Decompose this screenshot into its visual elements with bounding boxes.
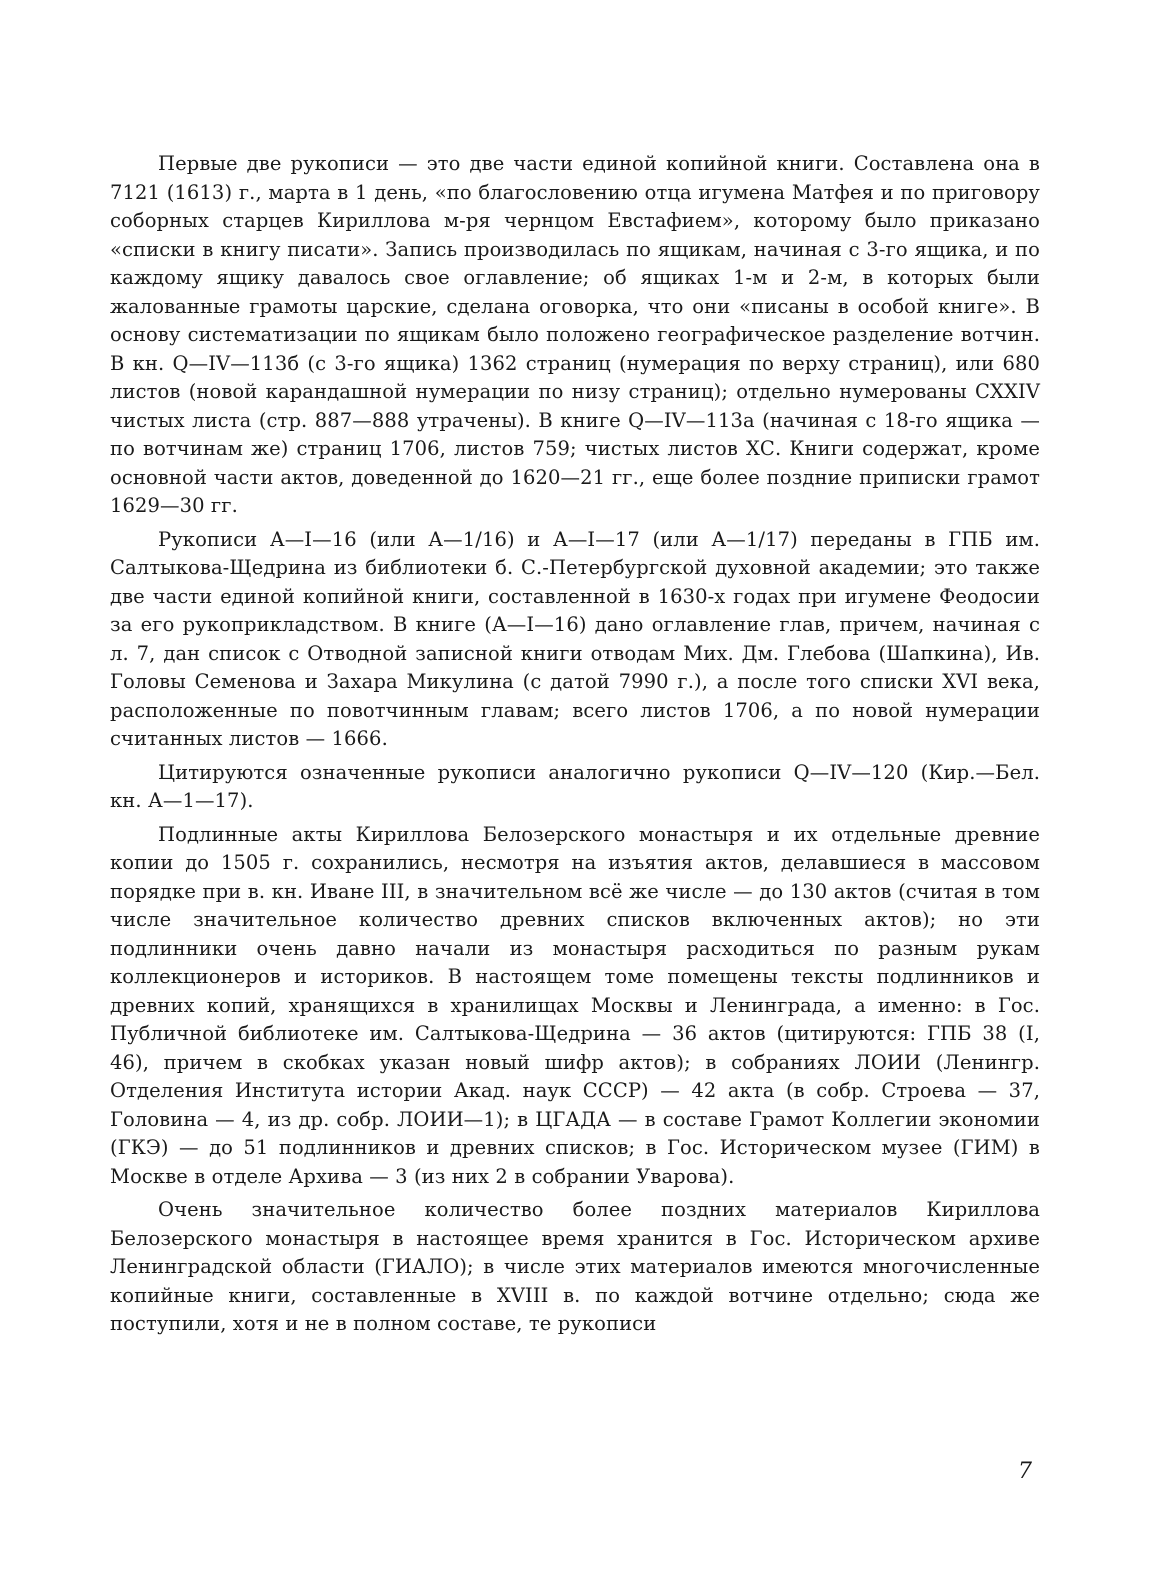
paragraph-later-materials: Очень значительное количество более поздних материалов Кириллова Белозерского монастыря в настоящее время хранится в Гос. Историческом архиве Ленинградской области (ГИАЛО); в числе этих материалов имеются многочисленные копийные книги, составленные в XVIII в. по каждой вотчине отдельно; сюда же поступили, хотя и не в полном составе, те рукописи — [110, 1198, 1040, 1335]
paragraph-copy-book-description: Первые две рукописи — это две части единой копийной книги. Составлена она в 7121 (1613) г., марта в 1 день, «по благословению отца игумена Матфея и по приговору соборных старцев Кириллова м-ря чернцом Евстафием», которому было приказано «списки в книгу писати». Запись производилась по ящикам, начиная с 3-го ящика, и по каждому ящику давалось свое оглавление; об ящиках 1-м и 2-м, в которых были жалованные грамоты царские, сделана оговорка, что они «писаны в особой книге». В основу систематизации по ящикам было положено географическое разделение вотчин. В кн. Q—IV—113б (с 3-го ящика) 1362 страниц (нумерация по верху страниц), или 680 листов (новой карандашной нумерации по низу страниц); отдельно нумерованы CXXIV чистых листа (стр. 887—888 утрачены). В книге Q—IV—113а (начиная с 18-го ящика — по вотчинам же) страниц 1706, листов 759; чистых листов ХС. Книги содержат, кроме основной части актов, доведенной до 1620—21 гг., еще более поздние приписки грамот 1629—30 гг. — [110, 152, 1040, 517]
paragraph-original-acts: Подлинные акты Кириллова Белозерского монастыря и их отдельные древние копии до 1505 г. сохранились, несмотря на изъятия актов, делавшиеся в массовом порядке при в. кн. Иване III, в значительном всё же числе — до 130 актов (считая в том числе значительное количество древних списков включенных актов); но эти подлинники очень давно начали из монастыря расходиться по разным рукам коллекционеров и историков. В настоящем томе помещены тексты подлинников и древних копий, хранящихся в хранилищах Москвы и Ленинграда, а именно: в Гос. Публичной библиотеке им. Салтыкова-Щедрина — 36 актов (цитируются: ГПБ 38 (I, 46), причем в скобках указан новый шифр актов); в собраниях ЛОИИ (Ленингр. Отделения Института истории Акад. наук СССР) — 42 акта (в собр. Строева — 37, Головина — 4, из др. собр. ЛОИИ—1); в ЦГАДА — в составе Грамот Коллегии экономии (ГКЭ) — до 51 подлинников и древних списков; в Гос. Историческом музее (ГИМ) в Москве в отделе Архива — 3 (из них 2 в собрании Уварова). — [110, 822, 1040, 1188]
page-number: 7 — [1018, 1459, 1032, 1484]
page-text-body — [110, 150, 1040, 1344]
paragraph-manuscripts-a-i-16-17: Рукописи А—I—16 (или А—1/16) и А—I—17 (или А—1/17) переданы в ГПБ им. Салтыкова-Щедрина из библиотеки б. С.-Петербургской духовной академии; это также две части единой копийной книги, составленной в 1630-х годах при игумене Феодосии за его рукоприкладством. В книге (А—I—16) дано оглавление глав, причем, начиная с л. 7, дан список с Отводной записной книги отводам Мих. Дм. Глебова (Шапкина), Ив. Головы Семенова и Захара Микулина (с датой 7990 г.), а после того списки XVI века, расположенные по повотчинным главам; всего листов 1706, а по новой нумерации считанных листов — 1666. — [110, 527, 1040, 750]
paragraph-citation-note: Цитируются означенные рукописи аналогично рукописи Q—IV—120 (Кир.—Бел. кн. А—1—17). — [110, 760, 1040, 812]
